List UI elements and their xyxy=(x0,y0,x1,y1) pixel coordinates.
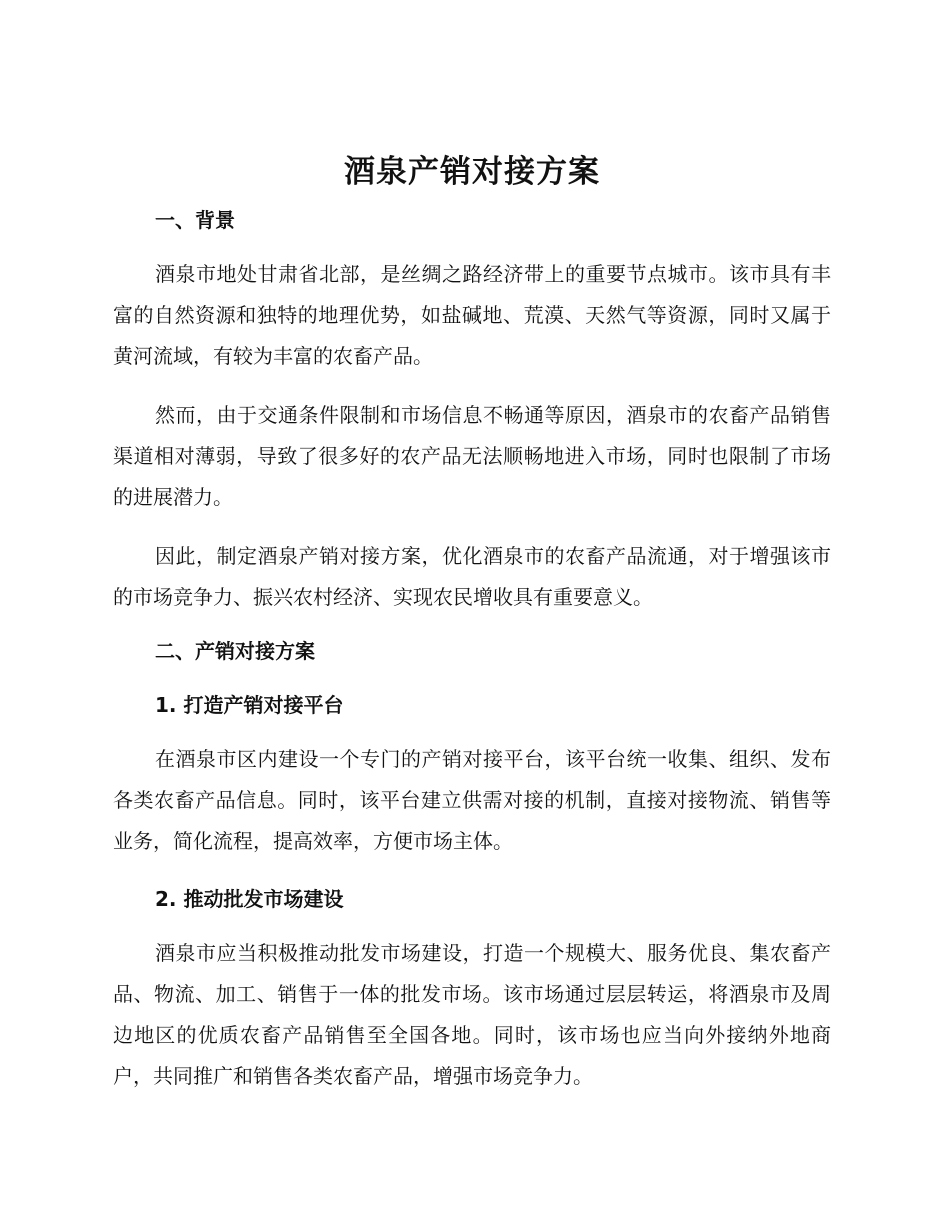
section-heading-plan: 二、产销对接方案 xyxy=(155,639,315,663)
paragraph-background-1: 酒泉市地处甘肃省北部，是丝绸之路经济带上的重要节点城市。该市具有丰富的自然资源和独特的地理优势，如盐碱地、荒漠、天然气等资源，同时又属于黄河流域，有较为丰富的农畜产品。 xyxy=(113,262,831,368)
subsection-heading-platform: 1. 打造产销对接平台 xyxy=(155,693,344,717)
paragraph-background-3: 因此，制定酒泉产销对接方案，优化酒泉市的农畜产品流通，对于增强该市的市场竞争力、振兴农村经济、实现农民增收具有重要意义。 xyxy=(113,544,831,609)
section-heading-background: 一、背景 xyxy=(155,208,235,232)
subsection-heading-wholesale: 2. 推动批发市场建设 xyxy=(155,887,344,911)
paragraph-wholesale: 酒泉市应当积极推动批发市场建设，打造一个规模大、服务优良、集农畜产品、物流、加工、销售于一体的批发市场。该市场通过层层转运，将酒泉市及周边地区的优质农畜产品销售至全国各地。同时，该市场也应当向外接纳外地商户，共同推广和销售各类农畜产品，增强市场竞争力。 xyxy=(113,941,831,1088)
paragraph-platform: 在酒泉市区内建设一个专门的产销对接平台，该平台统一收集、组织、发布各类农畜产品信息。同时，该平台建立供需对接的机制，直接对接物流、销售等业务，简化流程，提高效率，方便市场主体。 xyxy=(113,747,831,853)
document-title: 酒泉产销对接方案 xyxy=(344,154,600,190)
paragraph-background-2: 然而，由于交通条件限制和市场信息不畅通等原因，酒泉市的农畜产品销售渠道相对薄弱，导致了很多好的农产品无法顺畅地进入市场，同时也限制了市场的进展潜力。 xyxy=(113,403,831,509)
